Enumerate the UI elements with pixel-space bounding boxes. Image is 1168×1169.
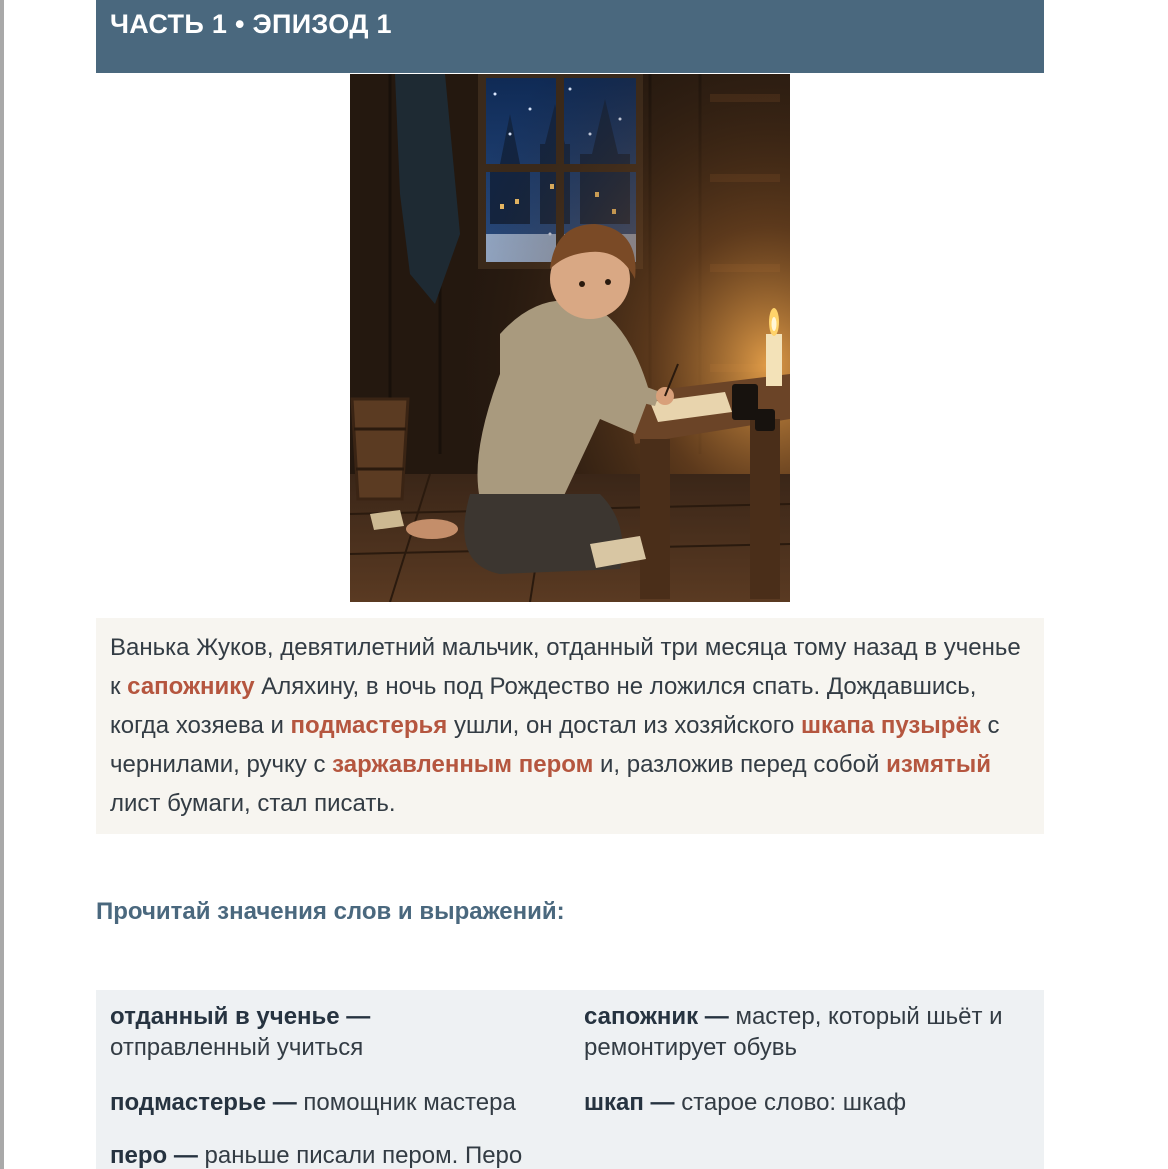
glossary-definition: старое слово: шкаф	[681, 1089, 907, 1116]
story-excerpt-box	[96, 618, 1044, 834]
episode-title: ЧАСТЬ 1 • ЭПИЗОД 1	[110, 9, 392, 39]
highlighted-word: сапожнику	[127, 673, 255, 700]
glossary-entry	[584, 1001, 1044, 1063]
glossary-definition: помощник мастера	[303, 1089, 516, 1116]
glossary-entry	[110, 1140, 570, 1169]
vocabulary-glossary	[96, 990, 1044, 1169]
story-text-segment: и, разложив перед собой	[593, 751, 887, 778]
glossary-term: сапожник —	[584, 1003, 729, 1030]
left-border-rule	[0, 0, 4, 1169]
vocabulary-heading: Прочитай значения слов и выражений:	[96, 898, 565, 925]
glossary-definition: раньше писали пером. Перо	[204, 1142, 523, 1169]
glossary-term: перо —	[110, 1142, 198, 1169]
glossary-definition: мастер, который шьёт и ремонтирует обувь	[584, 1003, 1003, 1061]
glossary-definition: отправленный учиться	[110, 1034, 364, 1061]
glossary-term: шкап —	[584, 1089, 675, 1116]
glossary-term: подмастерье —	[110, 1089, 297, 1116]
story-paragraph	[110, 628, 1030, 823]
boy-writing-by-candlelight-illustration	[350, 74, 790, 602]
story-text-segment: лист бумаги, стал писать.	[110, 790, 396, 817]
story-text-segment: с чернилами, ручку с	[110, 712, 1000, 778]
episode-header	[96, 0, 1044, 73]
highlighted-word: измятый	[886, 751, 991, 778]
story-text-segment: Ванька Жуков, девятилетний мальчик, отданный три месяца тому назад в ученье к	[110, 634, 1021, 700]
story-text-segment: ушли, он достал из хозяйского	[447, 712, 801, 739]
highlighted-word: заржавленным пером	[332, 751, 594, 778]
highlighted-word: шкапа пузырёк	[800, 712, 981, 739]
glossary-entry	[584, 1087, 1044, 1118]
glossary-entry	[110, 1001, 570, 1063]
glossary-term: отданный в ученье —	[110, 1003, 371, 1030]
glossary-entry	[110, 1087, 570, 1118]
story-text-segment: Аляхину, в ночь под Рождество не ложился спать. Дождавшись, когда хозяева и	[110, 673, 977, 739]
highlighted-word: подмастерья	[290, 712, 448, 739]
